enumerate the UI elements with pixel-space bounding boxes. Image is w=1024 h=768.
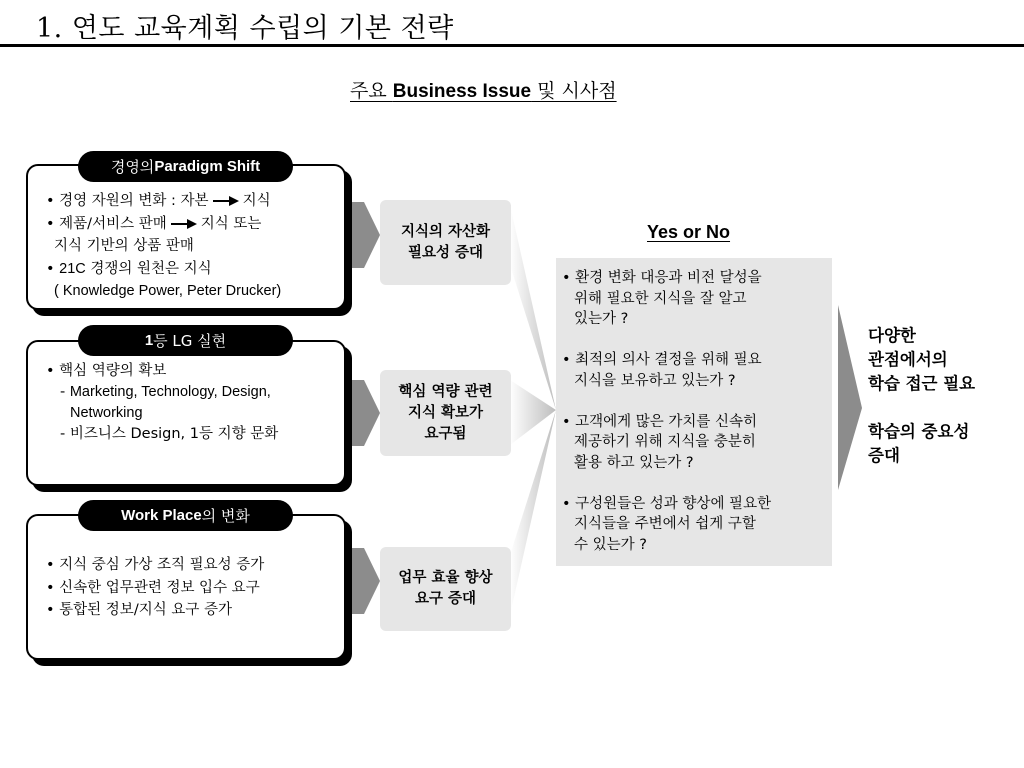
subtitle-ko-after: 및 시사점 <box>531 80 617 102</box>
section-1-line-5: ( Knowledge Power, Peter Drucker) <box>54 283 282 299</box>
question-3: • 고객에게 많은 가치를 신속히 제공하기 위해 지식을 충분히 활용 하고 있는가 ? <box>562 413 758 471</box>
question-4: • 구성원들은 성과 향상에 필요한 지식들을 주변에서 쉽게 구할 수 있는가 ? <box>562 495 772 553</box>
section-2-line-4: - 비즈니스 Design, 1등 지향 문화 <box>60 426 279 442</box>
right-arrow-icon <box>213 196 239 206</box>
section-2-line-1: • 핵심 역량의 확보 <box>46 363 167 379</box>
result-arrow <box>838 305 862 490</box>
questions-list <box>562 268 771 555</box>
outcome-box-2: 핵심 역량 관련 지식 확보가 요구됨 <box>380 370 511 456</box>
block-arrow-1 <box>350 202 380 268</box>
question-2: • 최적의 의사 결정을 위해 필요 지식을 보유하고 있는가 ? <box>562 352 762 389</box>
subtitle-en: Business Issue <box>392 81 532 102</box>
section-3-line-3: • 통합된 정보/지식 요구 증가 <box>46 602 232 618</box>
section-1-pill: 경영의 Paradigm Shift <box>78 151 293 182</box>
section-3-pill: Work Place 의 변화 <box>78 500 293 531</box>
outcome-box-1: 지식의 자산화 필요성 증대 <box>380 200 511 285</box>
section-2-pill: 1 등 LG 실현 <box>78 325 293 356</box>
yes-or-no-heading: Yes or No <box>647 222 731 242</box>
section-1-lines <box>46 190 281 303</box>
section-1-line-3: 지식 기반의 상품 판매 <box>54 238 194 254</box>
section-2-line-3: Networking <box>70 405 143 421</box>
subtitle-ko-before: 주요 <box>350 80 393 102</box>
block-arrow-3 <box>350 548 380 614</box>
section-3-line-2: • 신속한 업무관련 정보 입수 요구 <box>46 579 260 596</box>
block-arrow-2 <box>350 380 380 446</box>
converge-wedge-1 <box>510 205 556 410</box>
section-1-line-4: • 21C 경쟁의 원천은 지식 <box>46 260 212 277</box>
page-title: 1. 연도 교육계획 수립의 기본 전략 <box>36 13 454 44</box>
result-text: 다양한 관점에서의 학습 접근 필요 학습의 중요성 증대 <box>868 326 976 465</box>
section-2-lines <box>46 361 278 445</box>
question-1: • 환경 변화 대응과 비전 달성을 위해 필요한 지식을 잘 알고 있는가 ? <box>562 270 762 327</box>
converge-wedge-3 <box>510 410 556 615</box>
section-1-line-1: • 경영 자원의 변화 : 자본 지식 <box>46 193 271 209</box>
section-3-lines <box>46 554 264 622</box>
section-1-line-2: • 제품/서비스 판매 지식 또는 <box>46 215 262 232</box>
outcome-box-3: 업무 효율 향상 요구 증대 <box>380 547 511 631</box>
section-2-line-2: - Marketing, Technology, Design, <box>60 384 271 400</box>
section-3-line-1: • 지식 중심 가상 조직 필요성 증가 <box>46 557 265 573</box>
right-arrow-icon <box>171 219 197 229</box>
